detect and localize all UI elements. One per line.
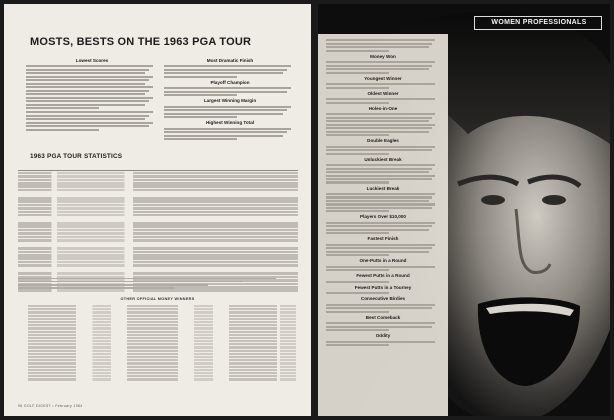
section-title: Best Comeback — [365, 314, 401, 320]
text-line — [164, 109, 287, 111]
text-line — [326, 222, 435, 224]
table-row — [28, 378, 296, 380]
text-line — [26, 104, 145, 106]
table-row — [28, 356, 296, 358]
table-row — [18, 257, 298, 260]
text-line — [326, 344, 389, 346]
text-line — [326, 39, 435, 41]
table-row — [28, 311, 296, 313]
section-title: Youngest Winner — [364, 75, 402, 81]
text-line — [164, 135, 283, 137]
text-line — [164, 113, 283, 115]
table-row — [18, 254, 298, 257]
table-row — [18, 204, 298, 207]
section-body — [26, 65, 158, 109]
section-body — [326, 164, 440, 184]
table-row — [28, 362, 296, 364]
text-line — [326, 50, 389, 52]
footnote-line — [18, 281, 242, 283]
section-body — [326, 322, 440, 331]
text-line — [326, 225, 432, 227]
table-row — [18, 214, 298, 217]
text-line — [326, 164, 435, 166]
text-line — [326, 102, 389, 104]
right-page — [318, 4, 610, 416]
page-folio: 96 GOLF DIGEST • February 1964 — [18, 404, 83, 408]
text-line — [26, 65, 153, 67]
section-title: Fastest Finish — [367, 236, 399, 242]
table-row — [28, 334, 296, 336]
text-line — [326, 98, 435, 100]
table-row — [28, 375, 296, 377]
text-line — [26, 100, 149, 102]
text-line — [26, 93, 145, 95]
table-header — [18, 164, 298, 171]
table-row — [28, 340, 296, 342]
text-line — [326, 269, 389, 271]
section-title: Oldest Winner — [367, 90, 399, 96]
text-line — [26, 76, 153, 78]
section-title: One-Putts in a Round — [359, 258, 407, 264]
text-line — [26, 90, 149, 92]
text-line — [164, 87, 291, 89]
text-line — [326, 251, 429, 253]
section-body — [326, 281, 440, 283]
table-row — [18, 172, 298, 175]
text-line — [26, 97, 153, 99]
text-line — [326, 87, 389, 89]
text-line — [164, 131, 287, 133]
text-line — [326, 329, 389, 331]
text-line — [326, 131, 429, 133]
table-row — [28, 337, 296, 339]
text-line — [326, 254, 389, 256]
section-title: Consecutive Birdies — [360, 296, 406, 302]
table-row — [28, 308, 296, 310]
section-body — [326, 266, 440, 272]
text-line — [326, 65, 432, 67]
table-group-gap — [18, 217, 298, 221]
table-row — [18, 247, 298, 250]
page-headline: MOSTS, BESTS ON THE 1963 PGA TOUR — [30, 36, 252, 48]
column-a — [26, 56, 158, 133]
text-line — [326, 196, 432, 198]
table-row — [18, 197, 298, 200]
stats-title: 1963 PGA TOUR STATISTICS — [30, 153, 123, 160]
text-line — [164, 91, 287, 93]
text-line — [326, 43, 432, 45]
section-body — [164, 128, 296, 141]
text-line — [164, 69, 287, 71]
section-body — [326, 304, 440, 313]
text-line — [164, 94, 237, 96]
table-row — [28, 305, 296, 307]
section-title: Unluckiest Break — [364, 156, 402, 162]
section-body — [164, 87, 296, 96]
text-line — [326, 46, 429, 48]
table-row — [18, 200, 298, 203]
text-line — [326, 200, 429, 202]
table-row — [18, 272, 298, 275]
section-body — [164, 106, 296, 119]
text-line — [326, 210, 389, 212]
text-line — [26, 69, 149, 71]
text-line — [326, 146, 435, 148]
table-row — [18, 232, 298, 235]
text-line — [326, 307, 432, 309]
text-line — [326, 232, 389, 234]
section-body — [326, 292, 440, 294]
table-row — [18, 251, 298, 254]
text-line — [326, 149, 432, 151]
text-line — [326, 281, 389, 283]
text-line — [164, 106, 291, 108]
text-line — [326, 171, 429, 173]
section-title: Highest Winning Total — [205, 120, 255, 126]
section-body — [326, 113, 440, 136]
section-body — [326, 39, 440, 52]
footnote-line — [18, 287, 175, 289]
table-row — [18, 182, 298, 185]
section-body — [326, 341, 440, 347]
section-title: Holes-in-One — [368, 105, 398, 111]
text-line — [326, 153, 389, 155]
section-title: Fewest Putts in a Round — [356, 273, 410, 279]
section-title: Players Over $10,000 — [360, 214, 406, 220]
text-line — [326, 322, 435, 324]
section-body — [326, 98, 440, 104]
table-row — [18, 239, 298, 242]
text-line — [26, 83, 145, 85]
other-winners-table — [28, 304, 296, 392]
section-body — [164, 65, 296, 78]
section-body — [326, 83, 440, 89]
section-title: Oddity — [375, 333, 391, 339]
text-line — [26, 72, 145, 74]
table-row — [18, 264, 298, 267]
section-title: Fewest Putts in a Tourney — [354, 284, 412, 290]
text-line — [326, 311, 389, 313]
text-line — [326, 266, 435, 268]
table-row — [28, 353, 296, 355]
text-line — [326, 341, 435, 343]
table-row — [18, 225, 298, 228]
banner-label: WOMEN PROFESSIONALS — [491, 19, 587, 26]
text-line — [326, 244, 435, 246]
text-line — [326, 120, 429, 122]
text-line — [326, 181, 389, 183]
text-line — [164, 72, 283, 74]
table-row — [28, 346, 296, 348]
text-line — [326, 304, 435, 306]
table-row — [18, 185, 298, 188]
table-row — [18, 261, 298, 264]
footnote-line — [18, 278, 276, 280]
text-line — [326, 127, 432, 129]
text-line — [326, 193, 435, 195]
text-line — [26, 118, 145, 120]
text-line — [26, 129, 99, 131]
footnote-line — [18, 284, 208, 286]
table-row — [18, 236, 298, 239]
section-title: Double Eagles — [367, 138, 399, 144]
right-column — [326, 38, 440, 348]
text-line — [26, 122, 153, 124]
table-row — [28, 359, 296, 361]
table-row — [28, 318, 296, 320]
text-line — [326, 229, 429, 231]
table-row — [28, 327, 296, 329]
section-body — [326, 61, 440, 74]
section-title: Largest Winning Margin — [203, 98, 257, 104]
table-row — [28, 372, 296, 374]
section-body — [326, 244, 440, 257]
text-line — [326, 68, 429, 70]
table-group-gap — [18, 192, 298, 196]
text-line — [26, 107, 99, 109]
other-winners-title: OTHER OFFICIAL MONEY WINNERS — [120, 297, 195, 301]
section-body — [326, 146, 440, 155]
table-row — [18, 175, 298, 178]
section-title: Playoff Champion — [210, 79, 250, 85]
text-line — [326, 292, 389, 294]
text-line — [326, 175, 435, 177]
section-banner — [474, 16, 602, 30]
stats-footnotes — [18, 276, 298, 290]
text-line — [26, 115, 149, 117]
text-line — [26, 125, 149, 127]
stats-table — [18, 164, 298, 272]
section-body — [326, 222, 440, 235]
table-row — [28, 315, 296, 317]
section-title: Luckiest Break — [366, 185, 400, 191]
text-line — [26, 111, 153, 113]
table-row — [18, 189, 298, 192]
text-line — [326, 124, 435, 126]
left-page — [4, 4, 311, 416]
text-line — [326, 207, 432, 209]
table-row — [28, 331, 296, 333]
table-row — [18, 207, 298, 210]
section-title: Most Dramatic Finish — [206, 58, 254, 63]
table-row — [18, 211, 298, 214]
text-line — [26, 86, 153, 88]
table-row — [28, 321, 296, 323]
table-group-gap — [18, 268, 298, 272]
text-line — [326, 326, 432, 328]
table-row — [28, 350, 296, 352]
text-line — [164, 65, 291, 67]
section-title: Lowest Scores — [75, 58, 109, 63]
table-row — [28, 366, 296, 368]
text-line — [326, 247, 432, 249]
text-line — [164, 76, 237, 78]
text-line — [326, 168, 432, 170]
section-title: Money Won — [370, 53, 396, 59]
text-line — [326, 134, 389, 136]
text-line — [326, 72, 389, 74]
section-body — [26, 111, 158, 131]
text-line — [164, 138, 237, 140]
text-line — [164, 128, 291, 130]
table-row — [28, 343, 296, 345]
text-line — [26, 79, 149, 81]
table-row — [18, 222, 298, 225]
text-line — [164, 116, 237, 118]
table-row — [28, 369, 296, 371]
text-line — [326, 117, 432, 119]
text-line — [326, 113, 435, 115]
section-body — [326, 193, 440, 213]
table-row — [18, 179, 298, 182]
text-line — [326, 61, 435, 63]
text-line — [326, 203, 435, 205]
column-b — [164, 56, 296, 142]
table-row — [28, 324, 296, 326]
text-line — [326, 83, 435, 85]
table-group-gap — [18, 242, 298, 246]
text-line — [326, 178, 432, 180]
table-row — [18, 229, 298, 232]
